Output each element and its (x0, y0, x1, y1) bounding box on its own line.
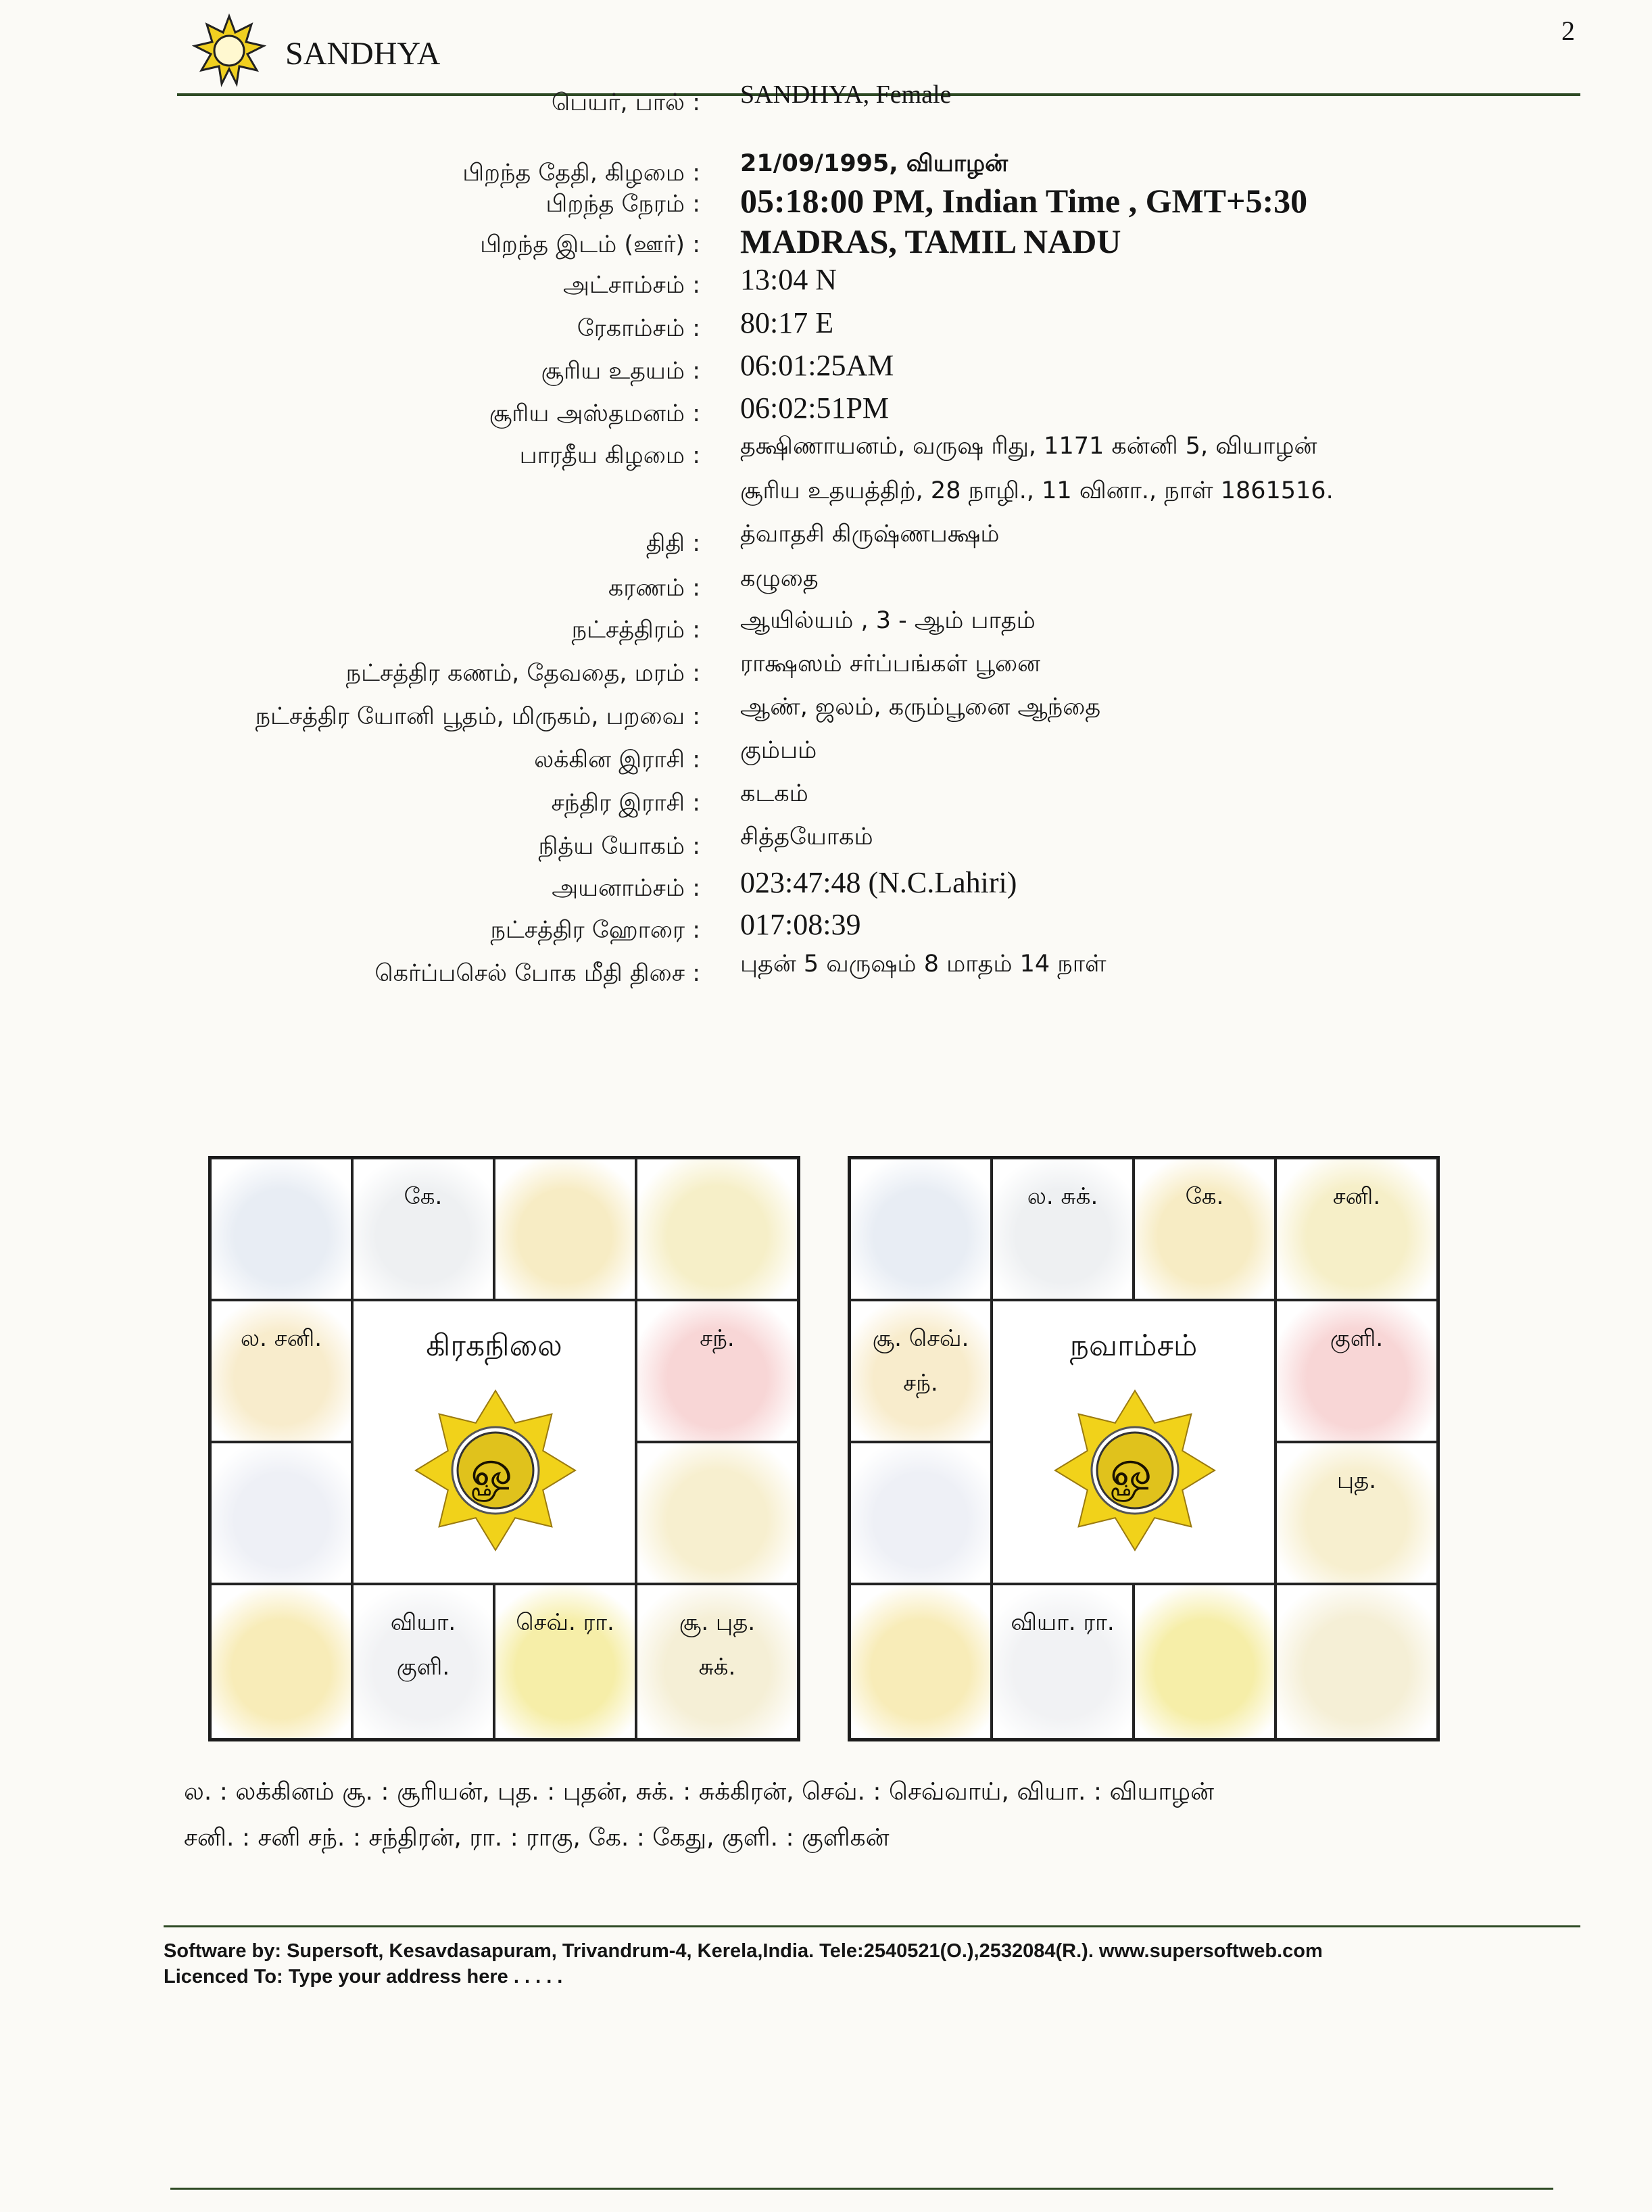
legend-line-2: சனி. : சனி சந். : சந்திரன், ரா. : ராகு, கே. : கேது, குளி. : குளிகன் (184, 1824, 890, 1852)
planet-labels (354, 1174, 493, 1219)
detail-value: ஆயில்யம் , 3 - ஆம் பாதம் (740, 607, 1036, 634)
rasi-house-pisces (210, 1158, 352, 1300)
navamsa-house-taurus (1134, 1158, 1276, 1300)
navamsa-house-gemini (1276, 1158, 1438, 1300)
detail-value: 80:17 E (740, 306, 834, 339)
planet-label: கே. (1185, 1183, 1224, 1210)
detail-label: லக்கின இராசி : (534, 746, 700, 773)
rasi-house-sagittarius (210, 1584, 352, 1739)
detail-label: சூரிய உதயம் : (541, 358, 700, 385)
detail-value: சித்தயோகம் (740, 823, 873, 850)
software-credit: Software by: Supersoft, Kesavdasapuram, Trivandrum-4, Kerela,India. Tele:2540521(O.),2532084(R.). www.supersoftweb.com (164, 1940, 1323, 1962)
detail-value: தக்ஷிணாயனம், வருஷ ரிது, 1171 கன்னி 5, வியாழன் (740, 433, 1317, 460)
planet-labels (637, 1316, 797, 1361)
detail-label: பெயர், பால் : (551, 89, 700, 116)
detail-value: கும்பம் (740, 737, 817, 764)
planet-labels (495, 1600, 635, 1645)
rasi-house-scorpio (352, 1584, 494, 1739)
chart-title: நவாம்சம் (1069, 1328, 1198, 1363)
detail-label: பிறந்த தேதி, கிழமை : (462, 160, 700, 187)
navamsa-house-capricorn (850, 1442, 992, 1584)
detail-value: MADRAS, TAMIL NADU (740, 222, 1121, 260)
rasi-house-libra (494, 1584, 636, 1739)
detail-value: ஆண், ஜலம், கரும்பூனை ஆந்தை (740, 694, 1101, 721)
zodiac-gemini-icon (637, 1159, 797, 1299)
planet-labels (1277, 1458, 1436, 1503)
planet-label: சூ. செவ். (872, 1325, 969, 1352)
planet-labels (1277, 1316, 1436, 1361)
planet-label: குளி. (396, 1654, 450, 1681)
zodiac-sagittarius-icon (851, 1585, 990, 1738)
om-star-icon (414, 1389, 577, 1552)
footer-rule-bottom (170, 2188, 1553, 2190)
om-symbol: ௐ (470, 1440, 520, 1498)
planet-label: கே. (404, 1183, 443, 1210)
navamsa-house-pisces (850, 1158, 992, 1300)
planet-labels (851, 1316, 990, 1405)
detail-label: பிறந்த இடம் (ஊர்) : (480, 231, 700, 258)
detail-label: நட்சத்திர கணம், தேவதை, மரம் : (345, 660, 700, 687)
detail-value: 06:01:25AM (740, 349, 894, 382)
planet-label: புத. (1336, 1467, 1377, 1494)
planet-labels (1277, 1174, 1436, 1219)
licence-line: Licenced To: Type your address here . . . . . (164, 1966, 563, 1988)
zodiac-capricorn-icon (212, 1443, 351, 1583)
detail-value: 05:18:00 PM, Indian Time , GMT+5:30 (740, 182, 1308, 220)
detail-label: சூரிய அஸ்தமனம் : (489, 400, 700, 427)
rasi-house-cancer (636, 1300, 798, 1442)
rasi-house-aquarius (210, 1300, 352, 1442)
detail-value: 017:08:39 (740, 908, 861, 941)
detail-label: நட்சத்திரம் : (571, 617, 700, 644)
planet-label: சனி. (1332, 1183, 1381, 1210)
planet-label: சூ. புத. (679, 1609, 756, 1636)
detail-value: SANDHYA, Female (740, 80, 952, 109)
detail-label: நட்சத்திர யோனி பூதம், மிருகம், பறவை : (255, 703, 700, 730)
rasi-house-virgo (636, 1584, 798, 1739)
rasi-house-gemini (636, 1158, 798, 1300)
planet-label: வியா. (390, 1609, 456, 1636)
planet-label: ல. சுக். (1027, 1183, 1098, 1210)
brand-name: SANDHYA (285, 36, 441, 72)
detail-label: பிறந்த நேரம் : (545, 191, 700, 218)
planet-labels (993, 1174, 1132, 1219)
rasi-house-aries (352, 1158, 494, 1300)
planet-labels (354, 1600, 493, 1689)
detail-value: 023:47:48 (N.C.Lahiri) (740, 866, 1017, 899)
footer-rule-top (164, 1925, 1580, 1927)
om-star-icon (1054, 1389, 1216, 1552)
zodiac-libra-icon (1135, 1585, 1274, 1738)
detail-label: திதி : (646, 530, 700, 557)
detail-value: 13:04 N (740, 263, 837, 296)
detail-label: சந்திர இராசி : (551, 790, 700, 817)
detail-label: நட்சத்திர ஹோரை : (490, 917, 700, 944)
planet-labels (1135, 1174, 1274, 1219)
navamsa-house-virgo (1276, 1584, 1438, 1739)
planet-label: ல. சனி. (240, 1325, 322, 1352)
detail-label: கெர்ப்பசெல் போக மீதி திசை : (374, 960, 700, 987)
planet-label: குளி. (1330, 1325, 1384, 1352)
detail-label: ரேகாம்சம் : (577, 315, 700, 342)
logo-sun-icon (192, 14, 266, 88)
planet-label: சந். (700, 1325, 735, 1352)
planet-label: சந். (903, 1370, 938, 1397)
chart-title: கிரகநிலை (426, 1328, 562, 1363)
zodiac-taurus-icon (495, 1159, 635, 1299)
navamsa-center (992, 1300, 1276, 1584)
zodiac-capricorn-icon (851, 1443, 990, 1583)
rasi-chart (208, 1156, 800, 1741)
detail-label: கரணம் : (608, 575, 700, 602)
planet-label: சுக். (698, 1654, 736, 1681)
navamsa-house-scorpio (992, 1584, 1134, 1739)
rasi-center (352, 1300, 636, 1584)
navamsa-chart (848, 1156, 1440, 1741)
planet-label: வியா. ரா. (1011, 1609, 1115, 1636)
navamsa-house-aquarius (850, 1300, 992, 1442)
zodiac-sagittarius-icon (212, 1585, 351, 1738)
page-number: 2 (1561, 16, 1575, 46)
rasi-house-leo (636, 1442, 798, 1584)
detail-value: கழுதை (740, 565, 819, 592)
rasi-house-taurus (494, 1158, 636, 1300)
zodiac-leo-icon (637, 1443, 797, 1583)
planet-labels (212, 1316, 351, 1361)
om-symbol: ௐ (1110, 1440, 1160, 1498)
detail-value: 06:02:51PM (740, 391, 890, 425)
detail-label: அயனாம்சம் : (552, 875, 700, 902)
detail-label: அட்சாம்சம் : (562, 272, 700, 299)
detail-value: கடகம் (740, 780, 808, 807)
planet-label: செவ். ரா. (516, 1609, 614, 1636)
detail-value: 21/09/1995, வியாழன் (740, 150, 1009, 177)
detail-value: புதன் 5 வருஷம் 8 மாதம் 14 நாள் (740, 951, 1107, 978)
legend-line-1: ல. : லக்கினம் சூ. : சூரியன், புத. : புதன், சுக். : சுக்கிரன், செவ். : செவ்வாய், வியா. : வியாழன் (184, 1778, 1215, 1806)
detail-value: சூரிய உதயத்திற், 28 நாழி., 11 வினா., நாள் 1861516. (740, 477, 1334, 504)
rasi-house-capricorn (210, 1442, 352, 1584)
planet-labels (993, 1600, 1132, 1645)
navamsa-house-sagittarius (850, 1584, 992, 1739)
zodiac-pisces-icon (851, 1159, 990, 1299)
planet-labels (637, 1600, 797, 1689)
navamsa-house-cancer (1276, 1300, 1438, 1442)
zodiac-virgo-icon (1277, 1585, 1436, 1738)
navamsa-house-libra (1134, 1584, 1276, 1739)
navamsa-house-leo (1276, 1442, 1438, 1584)
detail-label: பாரதீய கிழமை : (519, 442, 700, 469)
zodiac-pisces-icon (212, 1159, 351, 1299)
detail-value: ராக்ஷஸம் சர்ப்பங்கள் பூனை (740, 650, 1041, 677)
detail-label: நித்ய யோகம் : (538, 833, 700, 860)
detail-value: த்வாதசி கிருஷ்ணபக்ஷம் (740, 521, 1000, 548)
navamsa-house-aries (992, 1158, 1134, 1300)
